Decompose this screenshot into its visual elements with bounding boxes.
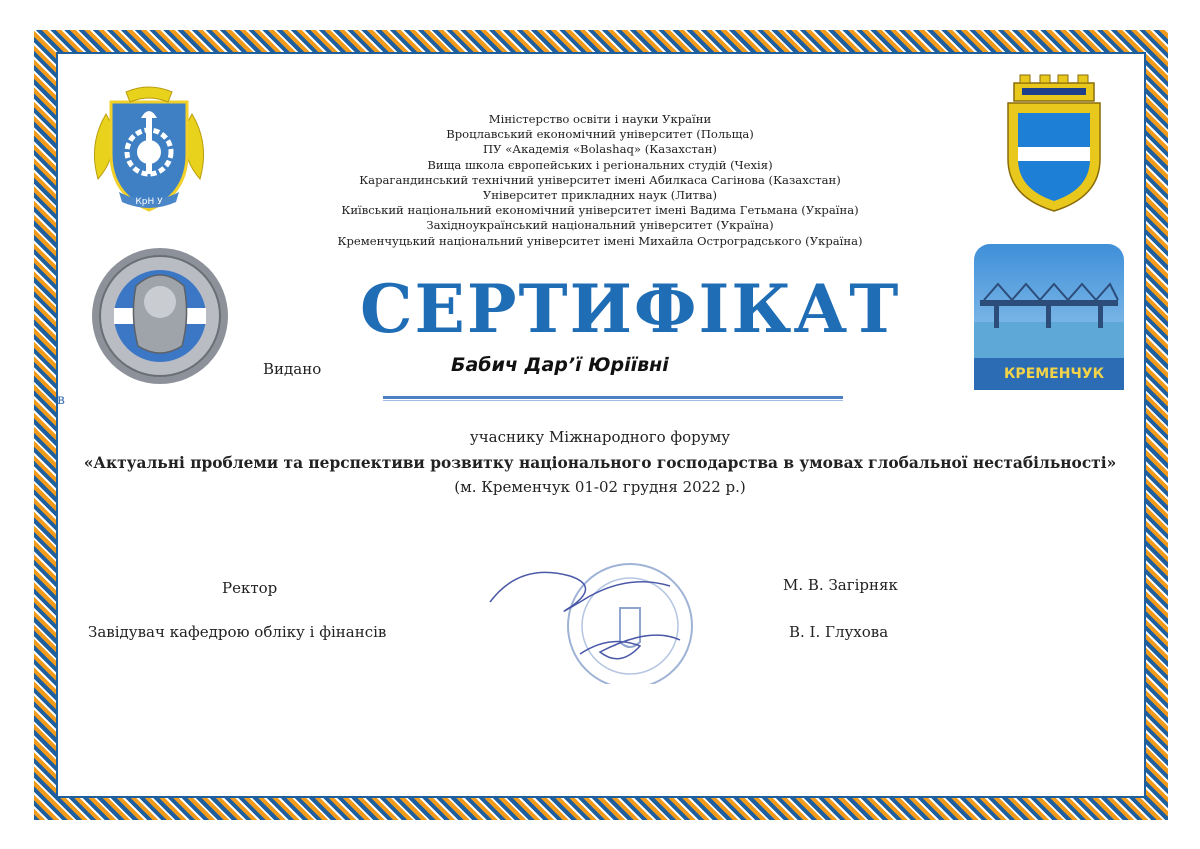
city-coat-of-arms-icon	[1000, 73, 1108, 213]
university-logo-icon	[86, 84, 212, 216]
recipient-name: Бабич Дар’ї Юріївні	[451, 354, 669, 376]
organizer-line: Карагандинський технічний університет імені Абилкаса Сагінова (Казахстан)	[359, 172, 841, 187]
head-name: В. І. Глухова	[789, 623, 889, 641]
certificate-title: СЕРТИФІКАТ	[360, 270, 901, 348]
forum-title: «Актуальні проблеми та перспективи розвитку національного господарства в умовах глобальної нестабільності»	[83, 454, 1117, 472]
recipient-underline-shadow	[383, 400, 843, 401]
stray-mark: в	[57, 392, 65, 408]
forum-place: (м. Кременчук 01-02 грудня 2022 р.)	[454, 478, 746, 496]
city-bridge-photo-icon	[974, 244, 1124, 390]
organizers-list	[260, 112, 940, 249]
head-label: Завідувач кафедрою обліку і фінансів	[88, 623, 387, 641]
organizer-line: Київський національний економічний університет імені Вадима Гетьмана (Україна)	[341, 203, 859, 218]
rector-label: Ректор	[222, 579, 278, 597]
organizer-line: Вроцлавський економічний університет (Польща)	[446, 127, 754, 142]
recipient-underline	[383, 396, 843, 399]
rector-name: М. В. Загірняк	[783, 576, 898, 594]
university-medal-icon	[90, 246, 230, 386]
rector-signature-stroke	[490, 572, 670, 611]
logo-text: КрН У	[135, 197, 163, 207]
organizer-line: Міністерство освіти і науки України	[488, 112, 712, 126]
official-seal-icon	[480, 556, 720, 684]
participant-text: учаснику Міжнародного форуму	[469, 428, 731, 446]
city-caption: КРЕМЕНЧУК	[1003, 366, 1105, 382]
organizer-line: Західноукраїнський національний університет (Україна)	[426, 218, 774, 233]
organizer-line: Кременчуцький національний університет імені Михайла Остроградського (Україна)	[337, 233, 863, 248]
organizer-line: Вища школа європейських і регіональних студій (Чехія)	[427, 157, 773, 172]
organizer-line: Університет прикладних наук (Литва)	[482, 188, 718, 203]
organizer-line: ПУ «Академія «Bolashaq» (Казахстан)	[483, 142, 717, 157]
issued-label: Видано	[263, 360, 322, 378]
